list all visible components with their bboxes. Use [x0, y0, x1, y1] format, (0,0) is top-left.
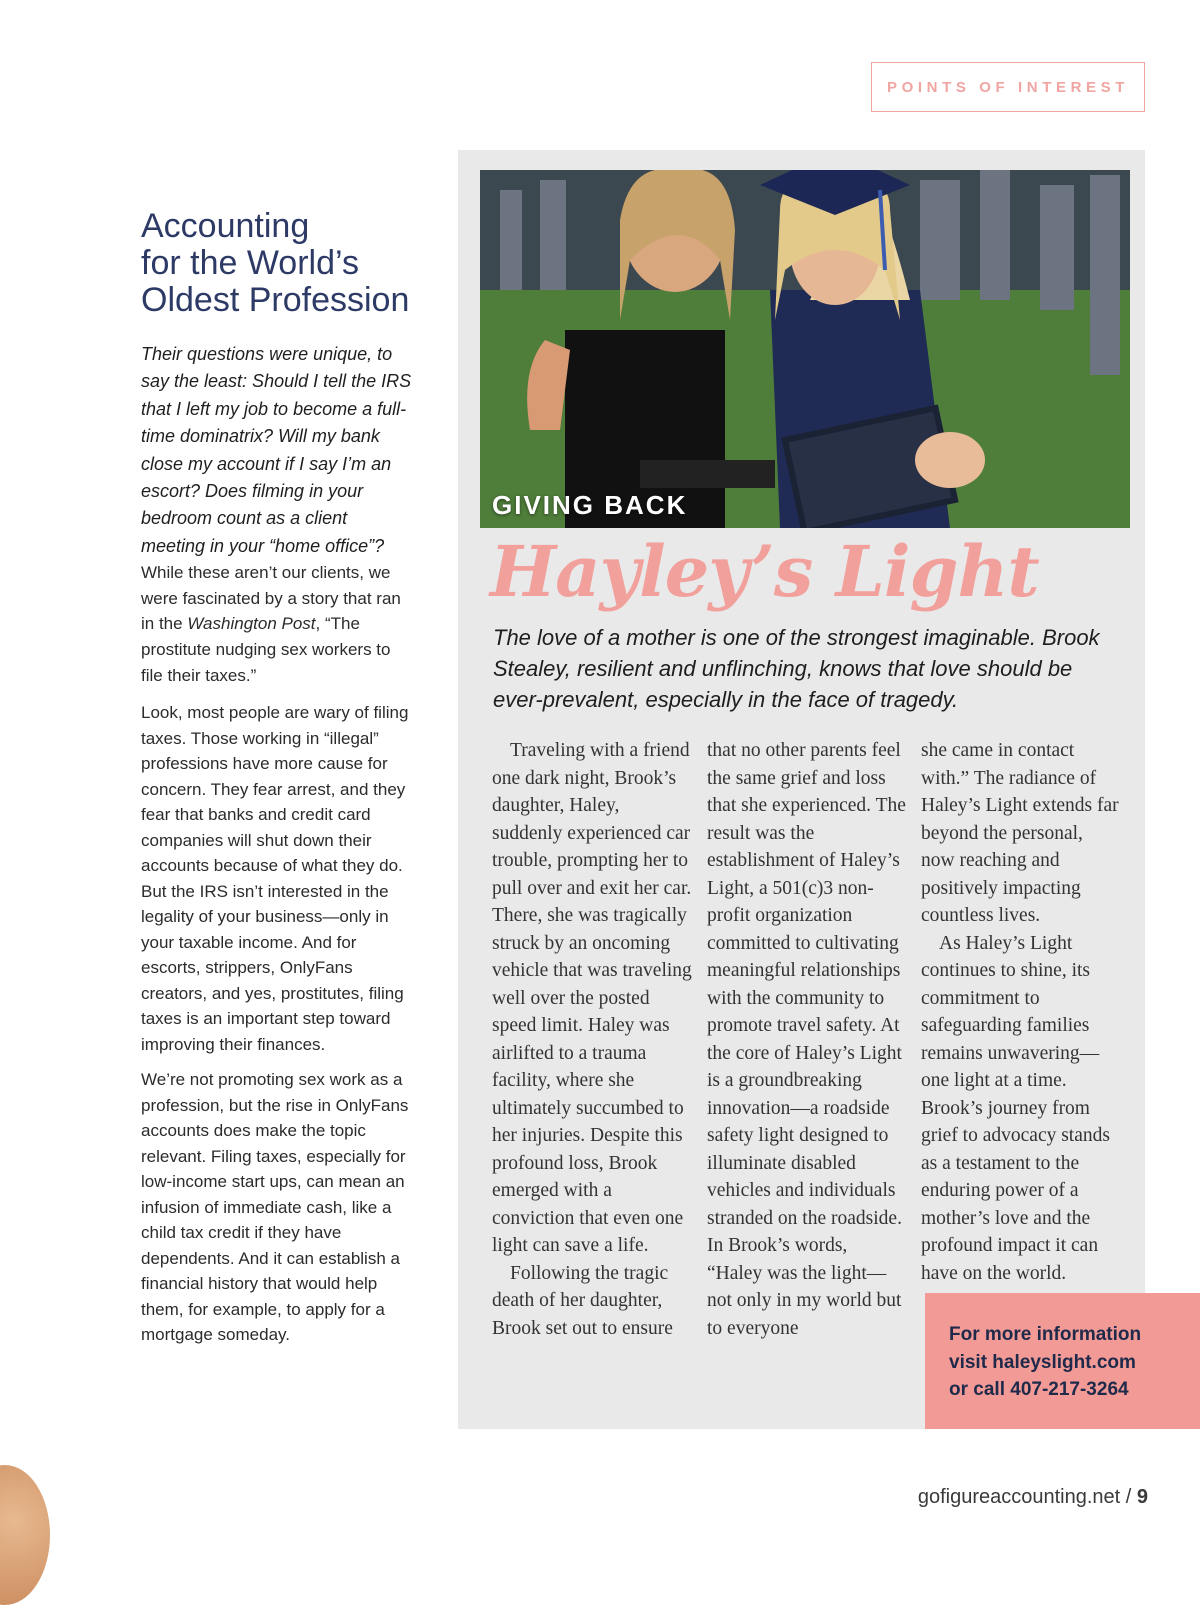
more-info-box [925, 1293, 1200, 1429]
feature-column-1 [492, 737, 692, 1342]
article-paragraph: We’re not promoting sex work as a profession, but the rise in OnlyFans accounts does make the topic relevant. Filing taxes, especially for low-income start ups, can mean an infusion of immediate cash, like a child tax credit if they have dependents. And it can establish a financial history that would help them, for example, to apply for a mortgage someday. [141, 1070, 409, 1345]
article-intro [141, 560, 413, 688]
footer-separator: / [1120, 1486, 1137, 1508]
sidebar-article [141, 208, 413, 1358]
info-line-phone: or call 407-217-3264 [949, 1379, 1129, 1400]
info-line-website: visit haleyslight.com [949, 1351, 1136, 1373]
publication-name: Washington Post [187, 614, 316, 634]
article-intro-text-2: , “The prostitute nudging sex workers to file their taxes.” [141, 614, 391, 685]
section-label-text: POINTS OF INTEREST [887, 78, 1129, 96]
feature-column-3 [921, 737, 1121, 1287]
graduation-photo-illustration [480, 170, 1130, 528]
article-paragraph: Look, most people are wary of filing taxes. Those working in “illegal” professions have more cause for concern. They fear arrest, and they fear that banks and credit card companies will shut down their accounts because of what they do. But the IRS isn’t interested in the legality of your business—only in your taxable income. And for escorts, strippers, OnlyFans creators, and yes, prostitutes, filing taxes is an important step toward improving their finances. [141, 703, 409, 1054]
feature-column-2 [707, 737, 907, 1342]
feature-deck: The love of a mother is one of the strongest imaginable. Brook Stealey, resilient and unflinching, knows that love should be ever-prevalent, especially in the face of tragedy. [493, 625, 1100, 712]
feature-photo [480, 170, 1130, 528]
column-paragraph: As Haley’s Light continues to shine, its commitment to safeguarding families remains unwavering—one light at a time. Brook’s journey from grief to advocacy stands as a testament to the enduring power of a mother’s love and the profound impact it can have on the world. [921, 932, 1110, 1284]
article-title-line-1: Accounting [141, 207, 310, 245]
article-title [141, 208, 413, 319]
column-paragraph: that no other parents feel the same grief and loss that she experienced. The result was the establishment of Haley’s Light, a 501(c)3 non-profit organization committed to cultivating meaningful relationships with the community to promote travel safety. At the core of Haley’s Light is a groundbreaking innovation—a roadside safety light designed to illuminate disabled vehicles and individuals stranded on the roadside. In Brook’s words, “Haley was the light—not only in my world but to everyone [707, 740, 906, 1339]
info-line: For more information [949, 1324, 1142, 1345]
column-paragraph: Following the tragic death of her daughter, Brook set out to ensure [492, 1262, 673, 1339]
column-paragraph: Traveling with a friend one dark night, Brook’s daughter, Haley, suddenly experienced car trouble, prompting her to pull over and exit her car. There, she was tragically struck by an oncoming vehicle that was traveling well over the posted speed limit. Haley was airlifted to a trauma facility, where she ultimately succumbed to her injuries. Despite this profound loss, Brook emerged with a conviction that even one light can save a life. [492, 740, 692, 1256]
article-intro-text-1: While these aren’t our clients, we were fascinated by a story that ran in the [141, 563, 401, 634]
column-paragraph: she came in contact with.” The radiance of Haley’s Light extends far beyond the personal, now reaching and positively impacting countless lives. [921, 740, 1119, 926]
article-intro-italic: Their questions were unique, to say the least: Should I tell the IRS that I left my job to become a full-time dominatrix? Will my bank close my account if I say I’m an escort? Does filming in your bedroom count as a client meeting in your “home office”? [141, 344, 412, 556]
feature-headline: Hayley’s Light [490, 530, 1039, 613]
article-title-line-3: Oldest Profession [141, 281, 410, 319]
article-title-line-2: for the World’s [141, 244, 359, 282]
page-number: 9 [1136, 1486, 1148, 1508]
feature-kicker: GIVING BACK [492, 490, 688, 520]
footer-site: gofigureaccounting.net [917, 1486, 1121, 1508]
corner-image-fragment [0, 1465, 50, 1605]
page-footer [918, 1486, 1148, 1509]
section-label [871, 62, 1145, 112]
